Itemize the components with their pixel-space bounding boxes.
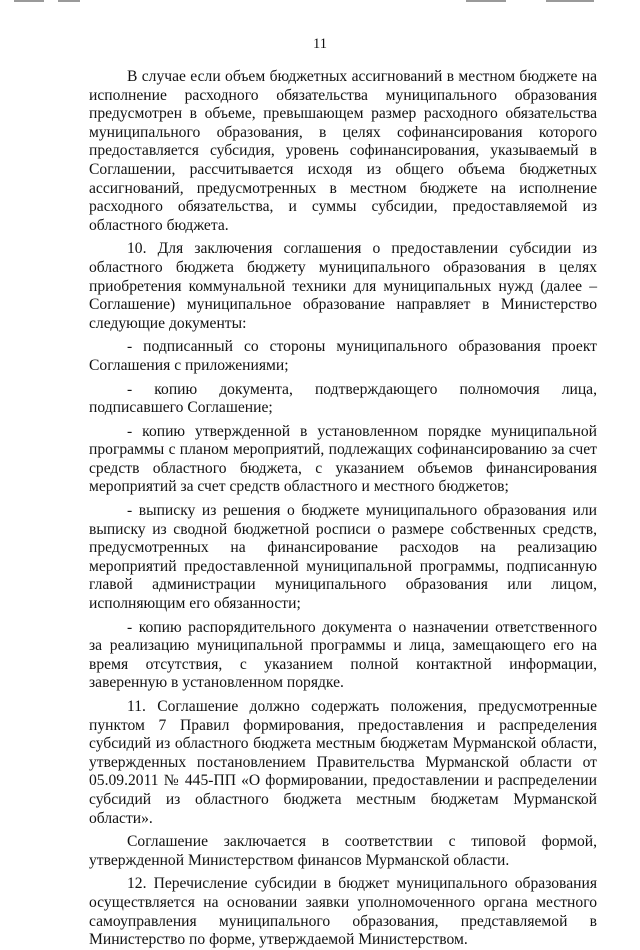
list-item-authority-copy: - копию документа, подтверждающего полномочия лица, подписавшего Соглашение; xyxy=(89,380,597,417)
list-item-budget-extract: - выписку из решения о бюджете муниципального образования или выписку из сводной бюджетной росписи о размере собственных средств, предусмотренных на финансирование расходов на реализацию мероприятий предоставленной муниципальной программы, подписанную главой администрации муниципального образования или лицом, исполняющим его обязанности; xyxy=(89,502,597,613)
scan-edge-mark xyxy=(14,0,44,2)
document-body xyxy=(89,68,597,950)
paragraph-standard-form: Соглашение заключается в соответствии с типовой формой, утвержденной Министерством финансов Мурманской области. xyxy=(89,833,597,869)
scan-edge-mark xyxy=(58,0,80,2)
scan-edge-mark xyxy=(466,0,506,2)
list-item-signed-draft: - подписанный со стороны муниципального образования проект Соглашения с приложениями; xyxy=(89,338,597,374)
page-number: 11 xyxy=(313,36,327,52)
paragraph-12-transfer: 12. Перечисление субсидии в бюджет муниципального образования осуществляется на основании заявки уполномоченного органа местного самоуправления муниципального образования, представляемой в Министерство по форме, утверждаемой Министерством. xyxy=(89,875,597,949)
list-item-responsible-order: - копию распорядительного документа о назначении ответственного за реализацию муниципальной программы и лица, замещающего его на время отсутствия, с указанием полной контактной информации, заверенную в установленном порядке. xyxy=(89,618,597,692)
paragraph-10-documents: 10. Для заключения соглашения о предоставлении субсидии из областного бюджета бюджету муниципального образования в целях приобретения коммунальной техники для муниципальных нужд (далее – Соглашение) муниципальное образование направляет в Министерство следующие документы: xyxy=(89,240,597,332)
paragraph-cofinancing-level: В случае если объем бюджетных ассигнований в местном бюджете на исполнение расходного обязательства муниципального образования предусмотрен в объеме, превышающем размер расходного обязательства муниципального образования, в целях софинансирования которого предоставляется субсидия, уровень софинансирования, указываемый в Соглашении, рассчитывается исходя из общего объема бюджетных ассигнований, предусмотренных в местном бюджете на исполнение расходного обязательства, и суммы субсидии, предоставляемой из областного бюджета. xyxy=(89,68,597,234)
paragraph-11-agreement-contents: 11. Соглашение должно содержать положения, предусмотренные пунктом 7 Правил формирования, предоставления и распределения субсидий из областного бюджета местным бюджетам Мурманской области, утвержденных постановлением Правительства Мурманской области от 05.09.2011 № 445-ПП «О формировании, предоставлении и распределении субсидий из областного бюджета местным бюджетам Мурманской области». xyxy=(89,698,597,827)
scan-edge-mark xyxy=(546,0,594,2)
list-item-program-copy: - копию утвержденной в установленном порядке муниципальной программы с планом мероприятий, подлежащих софинансированию за счет средств областного бюджета, с указанием объемов финансирования мероприятий за счет средств областного и местного бюджетов; xyxy=(89,422,597,496)
